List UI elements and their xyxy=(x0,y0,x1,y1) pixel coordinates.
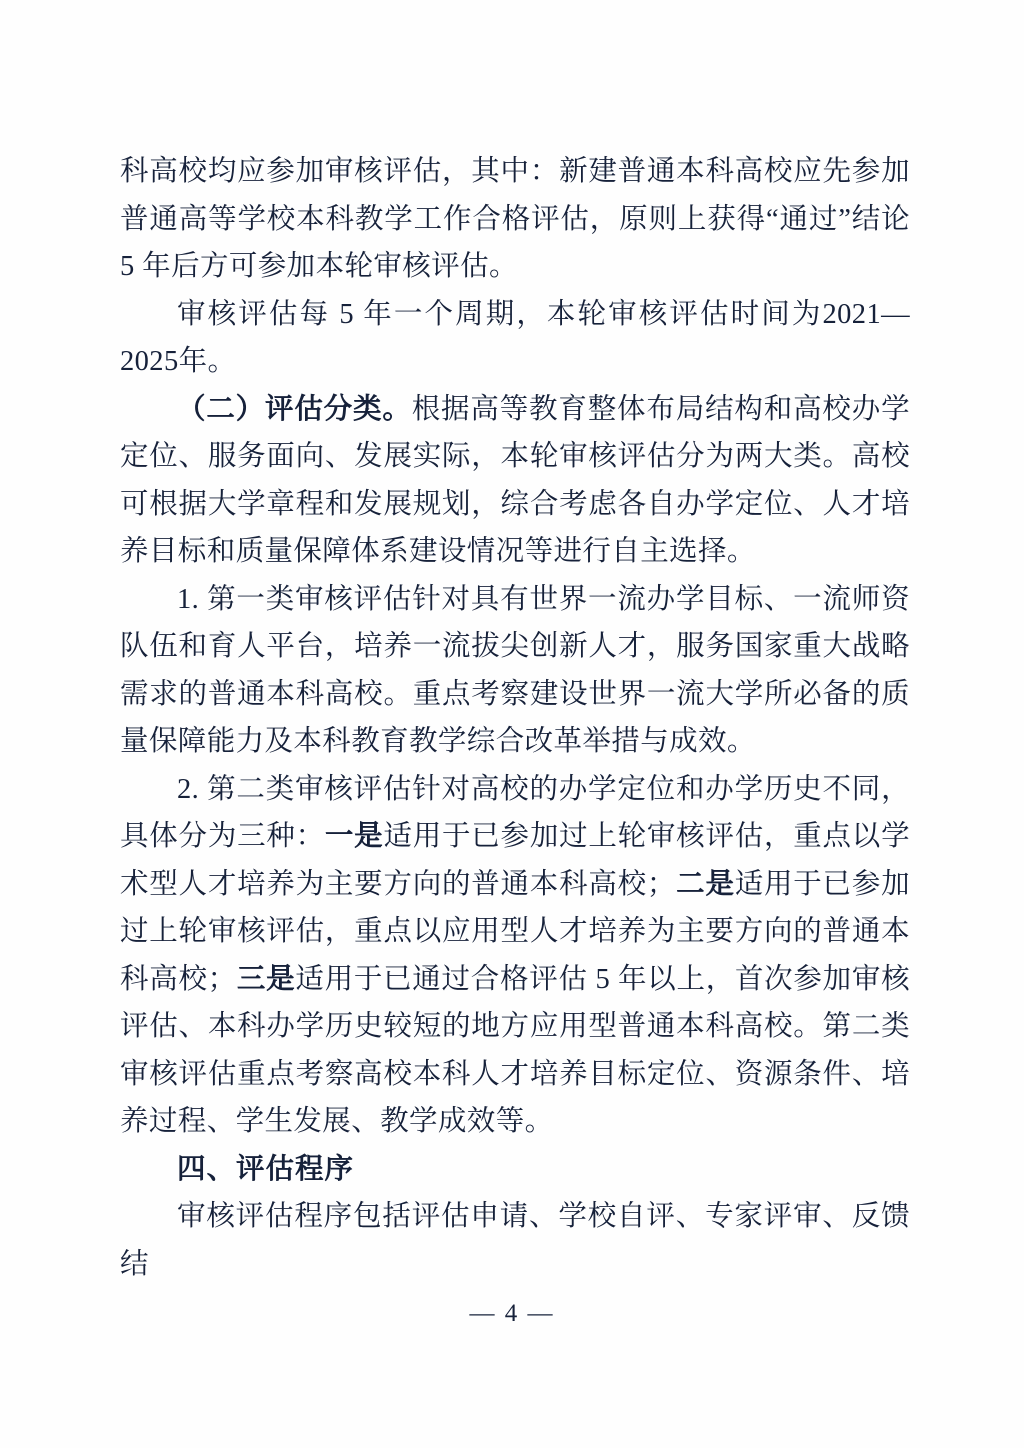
section-heading-procedures: 四、评估程序 xyxy=(177,1153,355,1185)
page-body xyxy=(120,148,910,1288)
paragraph-continuation: 科高校均应参加审核评估，其中：新建普通本科高校应先参加普通高等学校本科教学工作合格评估，原则上获得“通过”结论 5 年后方可参加本轮审核评估。 xyxy=(120,156,910,282)
paragraph-evaluation-cycle: 审核评估每 5 年一个周期，本轮审核评估时间为2021—2025年。 xyxy=(120,298,910,377)
paragraph-classification-lead: （二）评估分类。 xyxy=(177,393,412,425)
paragraph-type-one: 1. 第一类审核评估针对具有世界一流办学目标、一流师资队伍和育人平台，培养一流拔尖创新人才，服务国家重大战略需求的普通本科高校。重点考察建设世界一流大学所必备的质量保障能力及本科教育教学综合改革举措与成效。 xyxy=(120,583,910,757)
page-number: — 4 — xyxy=(469,1300,555,1327)
segment-6: 适用于已通过合格评估 5 年以上，首次参加审核评估、本科办学历史较短的地方应用型普通本科高校。第二类审核评估重点考察高校本科人才培养目标定位、资源条件、培养过程、学生发展、教学成效等。 xyxy=(120,963,910,1137)
segment-4: 适用于已参加过上轮审核评估，重点以应用型人才培养为主要方向的普通本科高校； xyxy=(120,868,910,995)
paragraph-type-two xyxy=(120,766,910,1146)
segment-0: 2. 第二类审核评估针对高校的办学定位和办学历史不同，具体分为三种： xyxy=(120,773,910,852)
segment-3: 二是 xyxy=(675,868,735,900)
segment-1: 一是 xyxy=(324,821,384,852)
segment-2: 适用于已参加过上轮审核评估，重点以学术型人才培养为主要方向的普通本科高校； xyxy=(120,821,910,900)
paragraph-procedures-intro: 审核评估程序包括评估申请、学校自评、专家评审、反馈结 xyxy=(120,1201,910,1280)
paragraph-classification xyxy=(120,386,910,576)
paragraph-classification-body: 根据高等教育整体布局结构和高校办学定位、服务面向、发展实际，本轮审核评估分为两大类。高校可根据大学章程和发展规划，综合考虑各自办学定位、人才培养目标和质量保障体系建设情况等进行自主选择。 xyxy=(120,393,910,567)
segment-5: 三是 xyxy=(236,963,296,995)
